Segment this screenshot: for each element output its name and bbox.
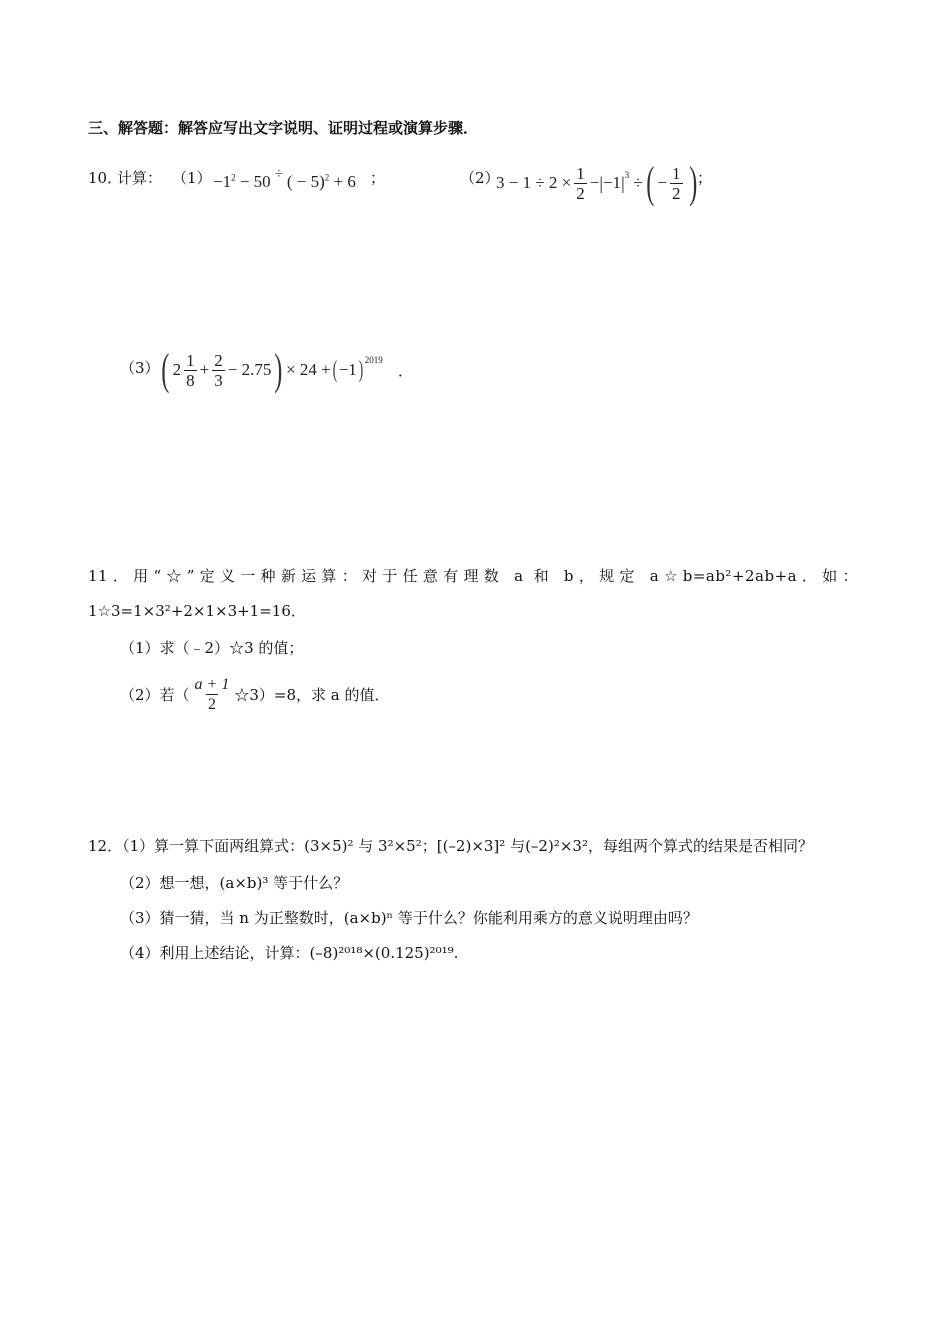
q10-part3-expression: ( 2 $\frac{1}{8}$ + $\frac{2}{3}$ − 2.75 ) × 24 + ( −1 ) $^{2019}$ <box>161 345 383 394</box>
q10-part2-expression: 3 − 1 ÷ 2 × $\frac{1}{2}$ − | −1 | $^3$ ÷ ( − $\frac{1}{2}$ ) <box>496 158 697 207</box>
q11-frac-denominator: 2 <box>207 695 216 713</box>
q10-number: 10． <box>88 169 123 187</box>
q10-part1-end: ； <box>370 169 386 187</box>
q12-part4: （4）利用上述结论，计算：(–8)²⁰¹⁸×(0.125)²⁰¹⁹. <box>120 944 459 962</box>
q10-part1-expression: $-1^2 - 50$ ÷ ( − 5)$^2$ + 6 <box>213 167 356 191</box>
q10-part3-end: ． <box>398 362 414 380</box>
q11-part2-fraction <box>193 675 232 714</box>
q12-part3: （3）猜一猜，当 n 为正整数时，(a×b)ⁿ 等于什么？你能利用乘方的意义说明理由吗？ <box>120 909 698 927</box>
q11-example-line: 1☆3=1×3²+2×1×3+1=16． <box>88 602 306 620</box>
q12-part2: （2）想一想，(a×b)³ 等于什么？ <box>120 874 349 892</box>
q10-part2-label: （2） <box>460 169 500 187</box>
section-title: 三、解答题：解答应写出文字说明、证明过程或演算步骤． <box>88 119 479 137</box>
q11-part1: （1）求（﹣2）☆3 的值； <box>120 639 304 657</box>
q11-part2-suffix: ☆3）=8，求 a 的值． <box>234 685 390 704</box>
q11-frac-numerator: a + 1 <box>194 675 230 693</box>
q11-definition-line1: 11．用“☆”定义一种新运算：对于任意有理数 a 和 b，规定 a☆b=ab²+2ab+a．如： <box>88 567 858 585</box>
q10-part3-label: （3） <box>120 359 160 377</box>
q11-part2-prefix: （2）若（ <box>120 685 190 704</box>
q10-part1-label: （1） <box>172 169 212 187</box>
q12-part1: 12．（1）算一算下面两组算式：(3×5)² 与 3²×5²；[(–2)×3]² 与(–2)²×3²，每组两个算式的结果是否相同？ <box>88 837 813 855</box>
q11-part2 <box>120 670 389 718</box>
q10-label: 计算： <box>117 169 163 187</box>
q10-part2-end: ； <box>697 169 713 187</box>
